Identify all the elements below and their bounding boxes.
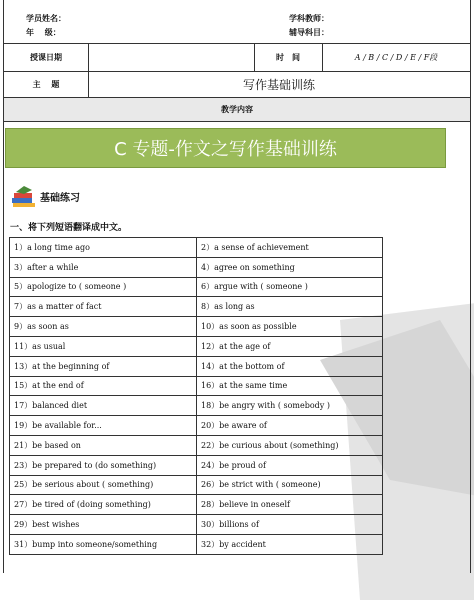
phrase-cell: 32）by accident — [197, 534, 383, 554]
table-row — [10, 515, 383, 535]
banner-title: C 专题-作文之写作基础训练 — [114, 139, 337, 160]
table-row — [10, 396, 383, 416]
phrase-cell: 30）billions of — [197, 515, 383, 535]
table-row — [10, 475, 383, 495]
phrase-cell: 23）be prepared to (do something) — [10, 455, 197, 475]
phrase-cell: 13）at the beginning of — [10, 356, 197, 376]
table-row — [10, 416, 383, 436]
topic-value: 写作基础训练 — [242, 78, 315, 92]
table-row — [10, 238, 383, 258]
phrase-cell: 3）after a while — [10, 257, 197, 277]
phrase-table — [9, 237, 383, 555]
phrase-cell: 17）balanced diet — [10, 396, 197, 416]
table-row — [10, 297, 383, 317]
phrase-cell: 19）be available for... — [10, 416, 197, 436]
table-row — [10, 277, 383, 297]
phrase-cell: 8）as long as — [197, 297, 383, 317]
table-row — [10, 257, 383, 277]
table-row — [10, 495, 383, 515]
document-sheet — [3, 0, 471, 573]
content-label: 教学内容 — [221, 104, 253, 114]
phrase-cell: 25）be serious about ( something) — [10, 475, 197, 495]
phrase-cell: 27）be tired of (doing something) — [10, 495, 197, 515]
topic-row — [4, 72, 470, 98]
exercise-instruction: 一、将下列短语翻译成中文。 — [10, 223, 128, 233]
time-label: 时 间 — [276, 52, 300, 62]
phrase-cell: 18）be angry with ( somebody ) — [197, 396, 383, 416]
phrase-cell: 12）at the age of — [197, 336, 383, 356]
phrase-cell: 6）argue with ( someone ) — [197, 277, 383, 297]
phrase-cell: 14）at the bottom of — [197, 356, 383, 376]
subject-label: 辅导科目： — [289, 27, 329, 37]
phrase-cell: 7）as a matter of fact — [10, 297, 197, 317]
phrase-cell: 21）be based on — [10, 435, 197, 455]
phrase-cell: 11）as usual — [10, 336, 197, 356]
teacher-label: 学科教师： — [289, 13, 329, 23]
content-header-row — [4, 98, 470, 122]
time-options: A / B / C / D / E / F段 — [354, 53, 438, 62]
phrase-cell: 5）apologize to ( someone ) — [10, 277, 197, 297]
phrase-cell: 1）a long time ago — [10, 238, 197, 258]
table-row — [10, 534, 383, 554]
student-info-row — [4, 0, 470, 44]
exercise-section-header — [10, 183, 80, 209]
table-row — [10, 435, 383, 455]
topic-banner — [5, 128, 446, 168]
table-row — [10, 356, 383, 376]
schedule-row — [4, 44, 470, 72]
phrase-cell: 2）a sense of achievement — [197, 238, 383, 258]
grade-label: 年 级： — [26, 27, 61, 37]
table-row — [10, 336, 383, 356]
date-label: 授课日期 — [30, 52, 62, 62]
phrase-cell: 24）be proud of — [197, 455, 383, 475]
phrase-cell: 10）as soon as possible — [197, 317, 383, 337]
phrase-cell: 20）be aware of — [197, 416, 383, 436]
phrase-cell: 28）believe in oneself — [197, 495, 383, 515]
phrase-cell: 22）be curious about (something) — [197, 435, 383, 455]
topic-label: 主 题 — [32, 79, 60, 89]
exercise-title: 基础练习 — [40, 192, 80, 204]
table-row — [10, 455, 383, 475]
phrase-cell: 29）best wishes — [10, 515, 197, 535]
phrase-cell: 16）at the same time — [197, 376, 383, 396]
table-row — [10, 376, 383, 396]
table-row — [10, 317, 383, 337]
phrase-cell: 9）as soon as — [10, 317, 197, 337]
phrase-cell: 26）be strict with ( someone) — [197, 475, 383, 495]
book-stack-icon — [10, 184, 36, 208]
student-name-label: 学员姓名： — [26, 13, 66, 23]
phrase-cell: 15）at the end of — [10, 376, 197, 396]
phrase-cell: 31）bump into someone/something — [10, 534, 197, 554]
phrase-cell: 4）agree on something — [197, 257, 383, 277]
